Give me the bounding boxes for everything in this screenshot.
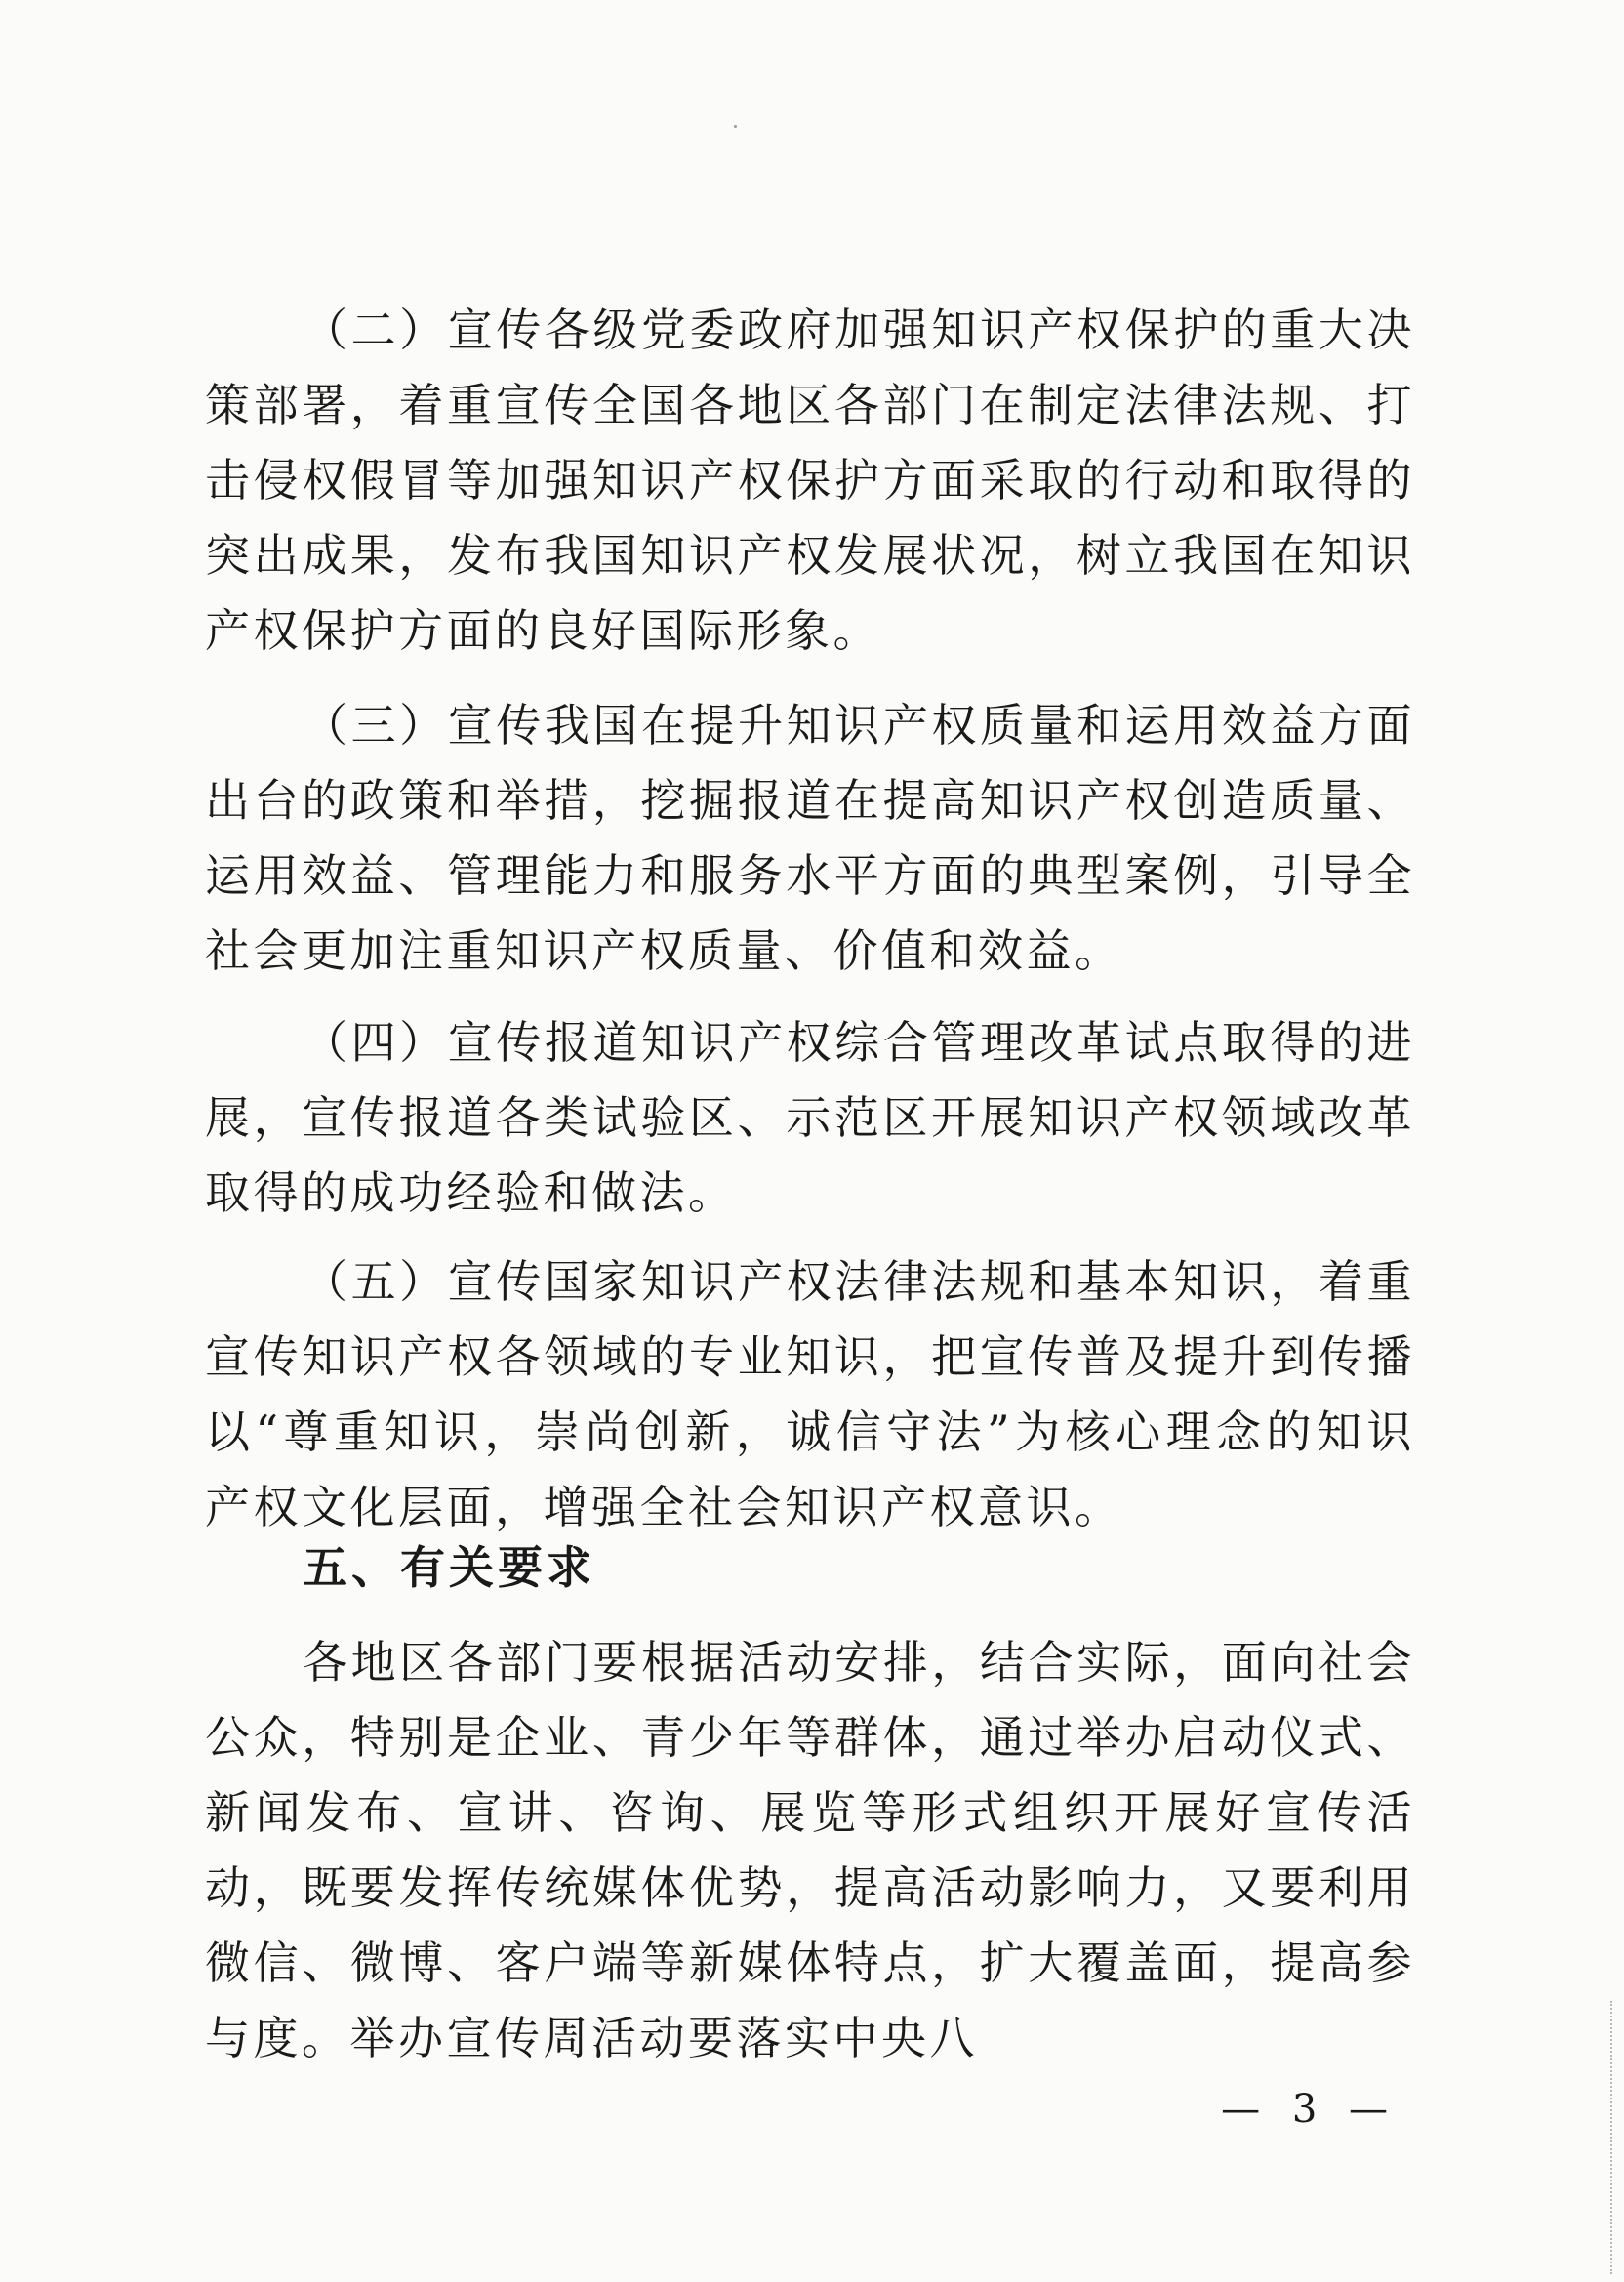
paragraph-item-5: （五）宣传国家知识产权法律法规和基本知识，着重宣传知识产权各领域的专业知识，把宣传普及提升到传播以“尊重知识，崇尚创新，诚信守法”为核心理念的知识产权文化层面，增强全社会知识产权意识。 [205, 1255, 1415, 1533]
section-body-paragraph: 各地区各部门要根据活动安排，结合实际，面向社会公众，特别是企业、青少年等群体，通过举办启动仪式、新闻发布、宣讲、咨询、展览等形式组织开展好宣传活动，既要发挥传统媒体优势，提高活动影响力，又要利用微信、微博、客户端等新媒体特点，扩大覆盖面，提高参与度。举办宣传周活动要落实中央八 [205, 1636, 1415, 2064]
section-heading: 五、有关要求 [303, 1541, 595, 1594]
paragraph-item-2: （二）宣传各级党委政府加强知识产权保护的重大决策部署，着重宣传全国各地区各部门在制定法律法规、打击侵权假冒等加强知识产权保护方面采取的行动和取得的突出成果，发布我国知识产权发展状况，树立我国在知识产权保护方面的良好国际形象。 [205, 304, 1415, 657]
page-number: — 3 — [1221, 2087, 1398, 2132]
binding-edge-marks [1610, 2001, 1616, 2274]
paragraph-item-4: （四）宣传报道知识产权综合管理改革试点取得的进展，宣传报道各类试验区、示范区开展知识产权领域改革取得的成功经验和做法。 [205, 1016, 1415, 1219]
paragraph-item-3: （三）宣传我国在提升知识产权质量和运用效益方面出台的政策和举措，挖掘报道在提高知识产权创造质量、运用效益、管理能力和服务水平方面的典型案例，引导全社会更加注重知识产权质量、价值和效益。 [205, 699, 1415, 977]
scan-speck [734, 125, 737, 128]
